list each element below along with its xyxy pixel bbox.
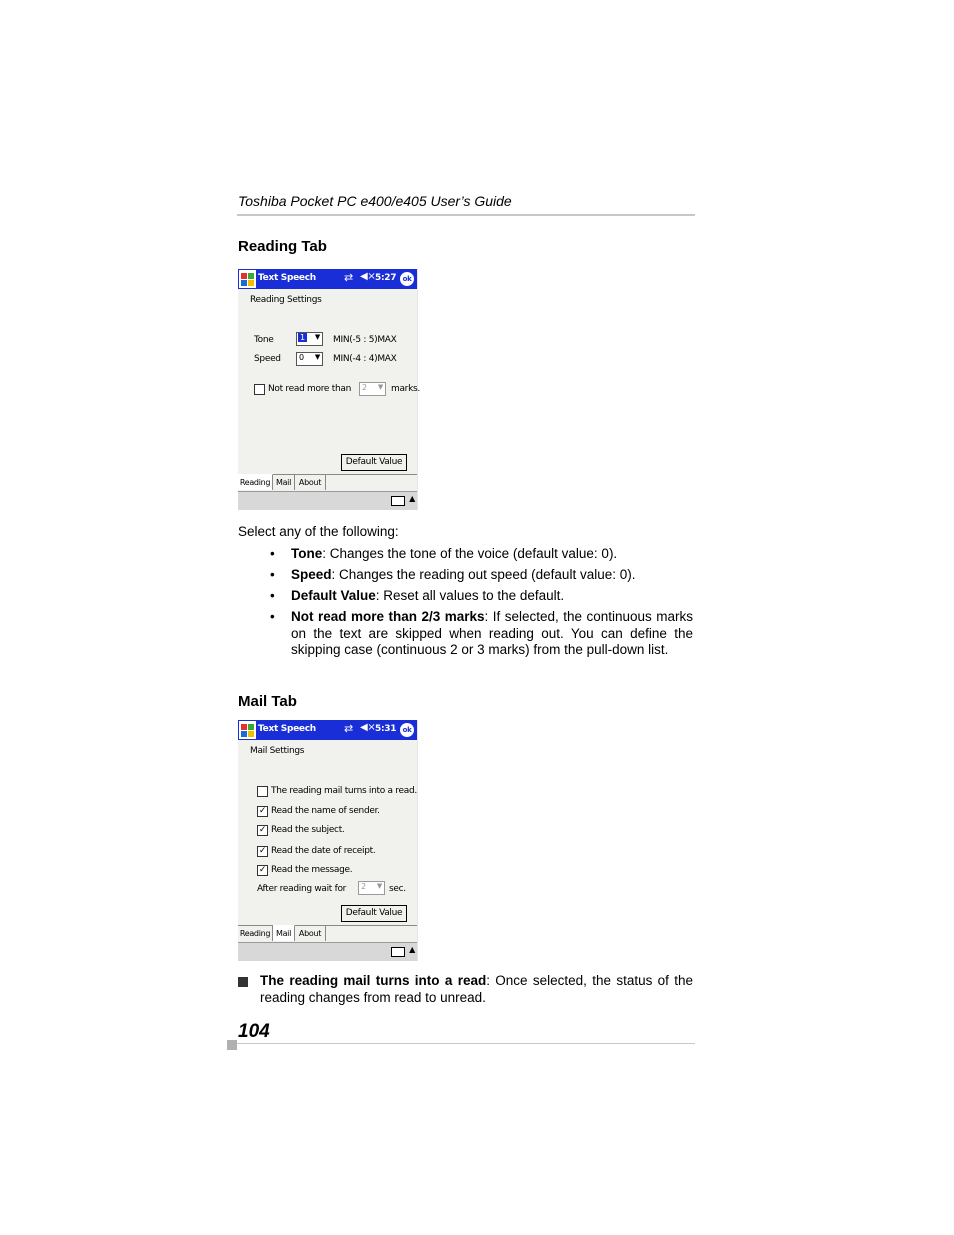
connectivity-icon[interactable]: ⇄ bbox=[344, 722, 353, 735]
marks-dropdown[interactable]: 2 ▼ bbox=[359, 382, 386, 396]
mail-note: The reading mail turns into a read: Once selected, the status of the reading changes from read to unread. bbox=[260, 973, 693, 1005]
footer-mark bbox=[227, 1040, 237, 1050]
start-menu-icon[interactable] bbox=[239, 270, 256, 288]
start-menu-icon[interactable] bbox=[239, 721, 256, 739]
bullet-tone: Tone: Changes the tone of the voice (default value: 0). bbox=[291, 546, 618, 561]
mail-screen bbox=[238, 720, 418, 961]
chevron-down-icon: ▼ bbox=[314, 333, 320, 341]
option-label: Read the subject. bbox=[271, 825, 345, 835]
footer-rule bbox=[237, 1043, 695, 1044]
chevron-up-icon[interactable]: ▲ bbox=[409, 494, 415, 503]
option-checkbox-message[interactable]: ✓ bbox=[258, 865, 267, 875]
settings-title: Mail Settings bbox=[250, 746, 305, 756]
settings-title: Reading Settings bbox=[250, 295, 322, 305]
connectivity-icon[interactable]: ⇄ bbox=[344, 271, 353, 284]
option-label: Read the message. bbox=[271, 865, 353, 875]
command-bar bbox=[238, 942, 417, 961]
clock[interactable]: 5:31 bbox=[375, 724, 397, 734]
command-bar bbox=[238, 491, 417, 510]
bullet-not-read-marks: Not read more than 2/3 marks: If selected, the continuous marks on the text are skipped when reading out. You can define the skipping case (continuous 2 or 3 marks) from the pull-down list. bbox=[291, 609, 693, 657]
marks-label: marks. bbox=[391, 384, 420, 394]
keyboard-icon[interactable] bbox=[391, 947, 405, 957]
bullet-dot: • bbox=[270, 588, 275, 603]
tab-reading[interactable]: Reading bbox=[238, 926, 273, 941]
option-label: The reading mail turns into a read. bbox=[271, 786, 417, 796]
tone-range: MIN(-5 : 5)MAX bbox=[333, 335, 397, 345]
option-label: Read the date of receipt. bbox=[271, 846, 376, 856]
tab-about[interactable]: About bbox=[295, 475, 326, 490]
not-read-checkbox[interactable] bbox=[254, 384, 265, 395]
tab-mail[interactable]: Mail bbox=[273, 925, 295, 941]
bullet-dot: • bbox=[270, 546, 275, 561]
header-rule bbox=[237, 214, 695, 216]
tone-dropdown[interactable]: 1 ▼ bbox=[296, 332, 323, 346]
speed-label: Speed bbox=[254, 354, 281, 364]
wait-dropdown[interactable]: 2 ▼ bbox=[358, 881, 385, 895]
speaker-icon[interactable]: ◀× bbox=[360, 271, 376, 282]
speed-range: MIN(-4 : 4)MAX bbox=[333, 354, 397, 364]
ok-button[interactable]: ok bbox=[400, 272, 414, 286]
bullet-dot: • bbox=[270, 567, 275, 582]
default-value-button[interactable]: Default Value bbox=[341, 905, 407, 922]
tab-strip bbox=[238, 925, 417, 942]
keyboard-icon[interactable] bbox=[391, 496, 405, 506]
app-title: Text Speech bbox=[258, 273, 316, 283]
chevron-down-icon: ▼ bbox=[376, 882, 382, 890]
square-bullet-icon bbox=[238, 977, 248, 987]
bullet-default-value: Default Value: Reset all values to the default. bbox=[291, 588, 565, 603]
option-checkbox-mail-read[interactable] bbox=[257, 786, 268, 797]
chevron-down-icon: ▼ bbox=[314, 353, 320, 361]
intro-text: Select any of the following: bbox=[238, 524, 399, 539]
wait-unit: sec. bbox=[389, 884, 406, 894]
option-checkbox-subject[interactable]: ✓ bbox=[258, 825, 267, 835]
speaker-icon[interactable]: ◀× bbox=[360, 722, 376, 733]
title-bar bbox=[238, 269, 417, 289]
tone-label: Tone bbox=[254, 335, 274, 345]
bullet-dot: • bbox=[270, 609, 275, 624]
not-read-label: Not read more than bbox=[268, 384, 351, 394]
tab-about[interactable]: About bbox=[295, 926, 326, 941]
option-checkbox-date[interactable]: ✓ bbox=[258, 846, 267, 856]
option-checkbox-sender[interactable]: ✓ bbox=[258, 806, 267, 816]
chevron-up-icon[interactable]: ▲ bbox=[409, 945, 415, 954]
section-heading-reading: Reading Tab bbox=[238, 238, 327, 255]
title-bar bbox=[238, 720, 417, 740]
tab-reading[interactable]: Reading bbox=[238, 474, 273, 490]
tab-mail[interactable]: Mail bbox=[273, 475, 295, 490]
reading-screen bbox=[238, 269, 418, 510]
ok-button[interactable]: ok bbox=[400, 723, 414, 737]
speed-dropdown[interactable]: 0 ▼ bbox=[296, 352, 323, 366]
tab-strip bbox=[238, 474, 417, 491]
clock[interactable]: 5:27 bbox=[375, 273, 397, 283]
app-title: Text Speech bbox=[258, 724, 316, 734]
bullet-speed: Speed: Changes the reading out speed (default value: 0). bbox=[291, 567, 636, 582]
running-header: Toshiba Pocket PC e400/e405 User’s Guide bbox=[238, 193, 512, 209]
chevron-down-icon: ▼ bbox=[377, 383, 383, 391]
default-value-button[interactable]: Default Value bbox=[341, 454, 407, 471]
option-label: Read the name of sender. bbox=[271, 806, 380, 816]
wait-label: After reading wait for bbox=[257, 884, 347, 894]
section-heading-mail: Mail Tab bbox=[238, 693, 297, 710]
page-number: 104 bbox=[238, 1021, 270, 1042]
